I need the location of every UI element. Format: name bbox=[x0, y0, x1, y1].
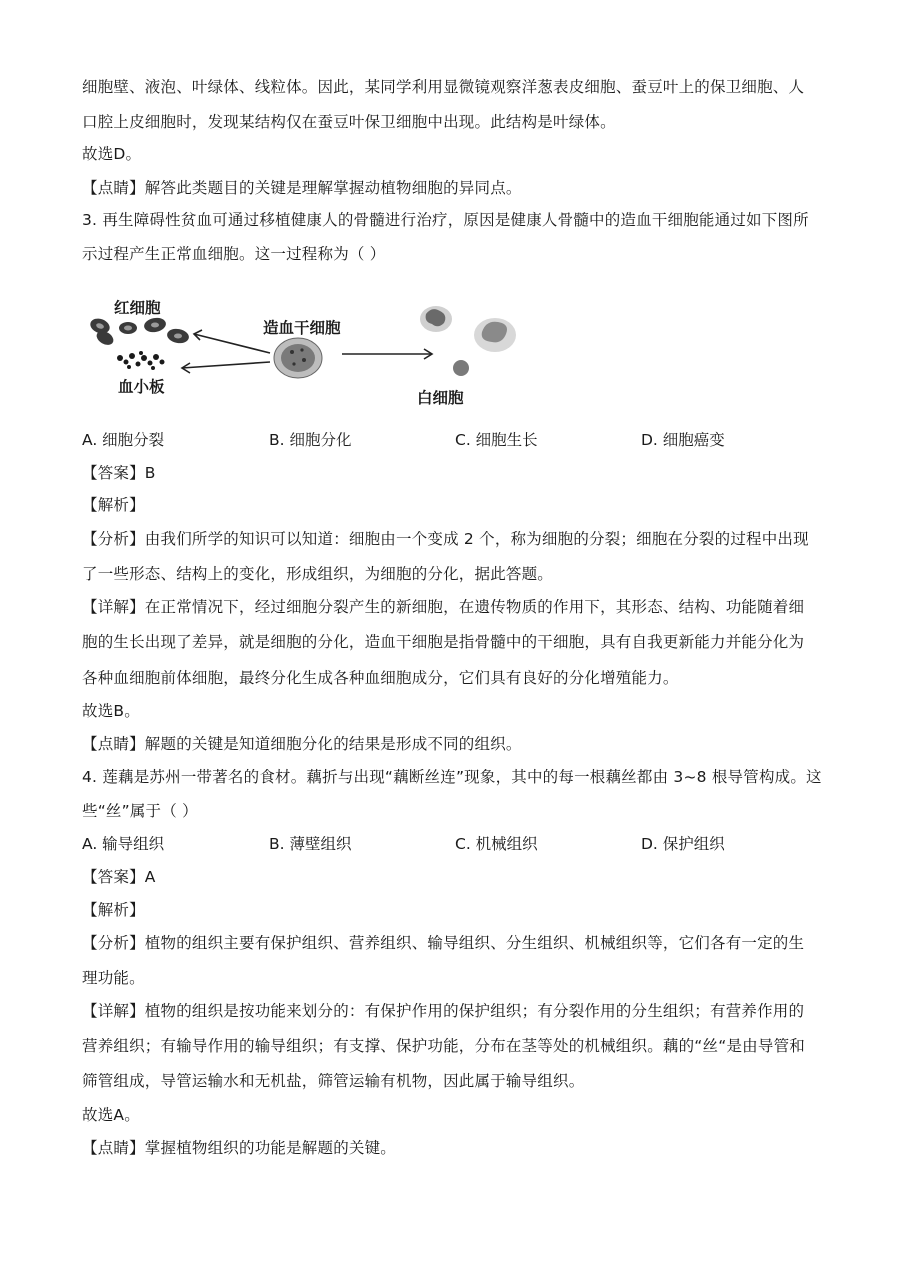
question-4-stem: 些“丝”属于（ ） bbox=[82, 802, 198, 820]
text-line: 【点睛】解答此类题目的关键是理解掌握动植物细胞的异同点。 bbox=[82, 179, 522, 197]
red-cell-label: 红细胞 bbox=[114, 299, 161, 317]
question-4-stem: 4. 莲藕是苏州一带著名的食材。藕折与出现“藕断丝连”现象，其中的每一根藕丝都由 3~8 根导管构成。这 bbox=[82, 768, 822, 786]
answer-line: 【答案】B bbox=[82, 464, 156, 482]
text-line: 【分析】由我们所学的知识可以知道：细胞由一个变成 2 个，称为细胞的分裂；细胞在分裂的过程中出现 bbox=[82, 530, 809, 548]
option-b: B. 细胞分化 bbox=[269, 431, 352, 449]
text-line: 【分析】植物的组织主要有保护组织、营养组织、输导组织、分生组织、机械组织等，它们各有一定的生 bbox=[82, 934, 805, 952]
stem-cell bbox=[274, 338, 322, 378]
white-blood-cells bbox=[420, 306, 516, 376]
option-a: A. 细胞分裂 bbox=[82, 431, 165, 449]
text-line: 了一些形态、结构上的变化，形成组织，为细胞的分化，据此答题。 bbox=[82, 565, 554, 583]
option-d: D. 保护组织 bbox=[641, 835, 725, 853]
option-c: C. 机械组织 bbox=[455, 835, 538, 853]
analysis-heading: 【解析】 bbox=[82, 496, 145, 514]
text-line: 【点睛】掌握植物组织的功能是解题的关键。 bbox=[82, 1139, 397, 1157]
answer-line: 【答案】A bbox=[82, 868, 156, 886]
question-3-stem: 示过程产生正常血细胞。这一过程称为（ ） bbox=[82, 245, 386, 263]
text-line: 故选D。 bbox=[82, 145, 142, 163]
question-3-options bbox=[82, 429, 842, 451]
white-cell-label: 白细胞 bbox=[417, 389, 464, 407]
text-line: 筛管组成，导管运输水和无机盐，筛管运输有机物，因此属于输导组织。 bbox=[82, 1072, 585, 1090]
red-blood-cells bbox=[88, 316, 190, 348]
question-4-options bbox=[82, 833, 842, 855]
option-c: C. 细胞生长 bbox=[455, 431, 538, 449]
text-line: 理功能。 bbox=[82, 969, 145, 987]
text-line: 故选A。 bbox=[82, 1106, 140, 1124]
option-a: A. 输导组织 bbox=[82, 835, 165, 853]
question-3-stem: 3. 再生障碍性贫血可通过移植健康人的骨髓进行治疗，原因是健康人骨髓中的造血干细胞能通过如下图所 bbox=[82, 211, 809, 229]
text-line: 细胞壁、液泡、叶绿体、线粒体。因此，某同学利用显微镜观察洋葱表皮细胞、蚕豆叶上的保卫细胞、人 bbox=[82, 78, 805, 96]
text-line: 【详解】植物的组织是按功能来划分的：有保护作用的保护组织；有分裂作用的分生组织；有营养作用的 bbox=[82, 1002, 805, 1020]
text-line: 各种血细胞前体细胞，最终分化生成各种血细胞成分，它们具有良好的分化增殖能力。 bbox=[82, 669, 679, 687]
platelet-label: 血小板 bbox=[118, 378, 165, 396]
stem-cell-label: 造血干细胞 bbox=[263, 319, 341, 337]
text-line: 口腔上皮细胞时，发现某结构仅在蚕豆叶保卫细胞中出现。此结构是叶绿体。 bbox=[82, 113, 616, 131]
analysis-heading: 【解析】 bbox=[82, 901, 145, 919]
option-b: B. 薄壁组织 bbox=[269, 835, 352, 853]
platelets bbox=[117, 351, 165, 370]
text-line: 胞的生长出现了差异，就是细胞的分化，造血干细胞是指骨髓中的干细胞，具有自我更新能力并能分化为 bbox=[82, 633, 805, 651]
text-line: 【点睛】解题的关键是知道细胞分化的结果是形成不同的组织。 bbox=[82, 735, 522, 753]
blood-cell-differentiation-figure bbox=[80, 288, 550, 418]
text-line: 营养组织；有输导作用的输导组织；有支撑、保护功能，分布在茎等处的机械组织。藕的“丝“是由导管和 bbox=[82, 1037, 805, 1055]
text-line: 【详解】在正常情况下，经过细胞分裂产生的新细胞，在遗传物质的作用下，其形态、结构、功能随着细 bbox=[82, 598, 805, 616]
option-d: D. 细胞癌变 bbox=[641, 431, 725, 449]
text-line: 故选B。 bbox=[82, 702, 140, 720]
